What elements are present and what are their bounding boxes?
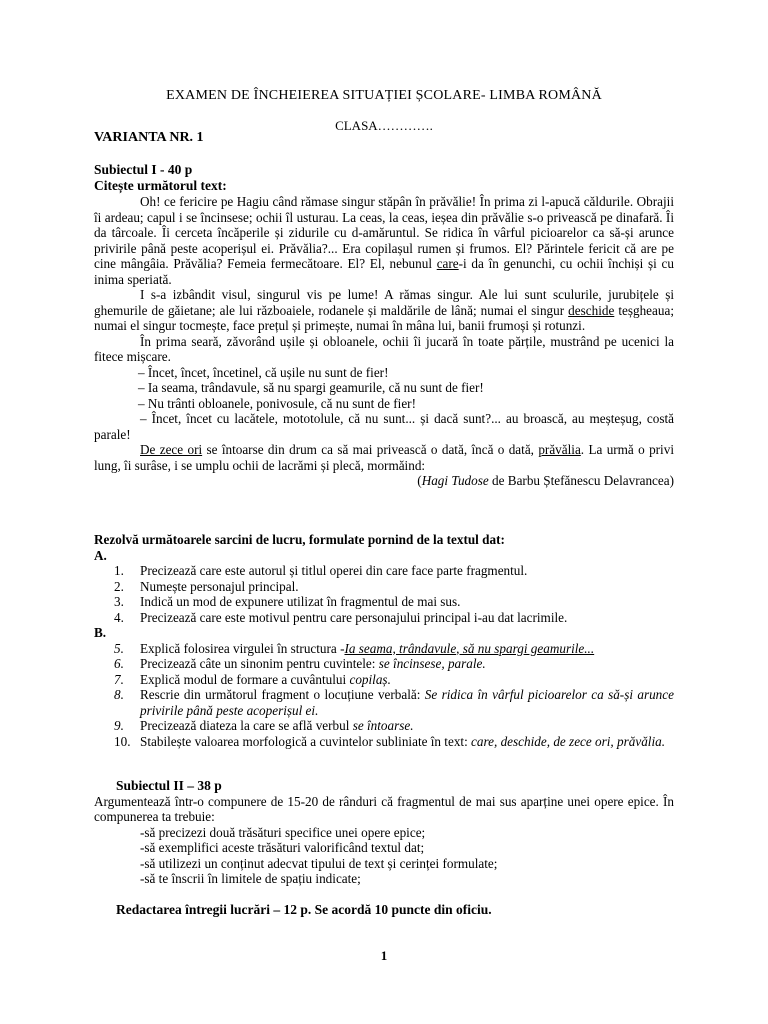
task-item xyxy=(94,610,674,626)
source-citation xyxy=(94,473,674,489)
requirement-item: -să exemplifici aceste trăsături valorificând textul dat; xyxy=(140,840,425,855)
task-number: 1. xyxy=(114,563,124,578)
task-text: Rescrie din următorul fragment o locuțiune verbală: xyxy=(140,687,425,702)
dialogue-line: – Nu trânti obloanele, ponivosule, că nu sunt de fier! xyxy=(138,395,416,411)
variant-heading: VARIANTA NR. 1 xyxy=(94,130,204,145)
task-text: Explică folosirea virgulei în structura - xyxy=(140,640,345,656)
underlined-word: care xyxy=(436,256,459,271)
dialogue-line: – Încet, încet, încetinel, că ușile nu sunt de fier! xyxy=(138,364,389,380)
subject-1-heading: Subiectul I - 40 p xyxy=(94,162,193,177)
task-text: Precizează câte un sinonim pentru cuvintele: xyxy=(140,656,379,671)
task-text: Precizează diateza la care se află verbul xyxy=(140,718,353,733)
task-text: Stabilește valoarea morfologică a cuvintelor subliniate în text: xyxy=(140,733,472,749)
task-number: 10. xyxy=(114,733,131,749)
task-number: 7. xyxy=(114,671,124,687)
page-number: 1 xyxy=(380,948,388,963)
read-instruction: Citește următorul text: xyxy=(94,178,227,193)
task-text: Indică un mod de expunere utilizat în fragmentul de mai sus. xyxy=(140,594,461,609)
task-text: Explică modul de formare a cuvântului xyxy=(140,671,350,687)
task-item xyxy=(94,718,674,734)
underlined-word: De zece ori xyxy=(140,442,203,457)
task-quote: Se ridica în vârful picioarelor ca să-și arunce privirile până peste acoperișul ei. xyxy=(140,687,674,718)
dialogue-line: – Ia seama, trândavule, să nu spargi geamurile, că nu sunt de fier! xyxy=(138,380,484,395)
task-quote: Ia seama, trândavule, să nu spargi geamurile... xyxy=(344,640,595,656)
document-title: EXAMEN DE ÎNCHEIEREA SITUAȚIEI ȘCOLARE- LIMBA ROMÂNĂ xyxy=(166,88,602,103)
task-quote: copilaș. xyxy=(349,671,391,687)
source-author: de Barbu Ștefănescu Delavrancea) xyxy=(488,473,674,488)
task-item xyxy=(94,656,674,672)
subject-2 xyxy=(94,778,674,887)
section-a-label: A. xyxy=(94,547,107,563)
excerpt-paragraph xyxy=(94,442,674,473)
underlined-word: prăvălia xyxy=(538,442,581,457)
task-text: Precizează care este autorul și titlul operei din care face parte fragmentul. xyxy=(140,563,528,578)
task-number: 9. xyxy=(114,718,124,733)
excerpt-span: se întoarse din drum ca să mai privească o dată, încă o dată, xyxy=(202,442,539,457)
task-number: 6. xyxy=(114,656,124,671)
task-quote: se întoarse. xyxy=(352,718,414,733)
task-item xyxy=(94,672,674,688)
excerpt-span: Oh! ce fericire pe Hagiu când rămase singur stăpân în prăvălie! În prima zi l-apucă căldurile. Obrajii îi ardeau; capul i se încinsese; ochii îl usturau. La ceas, la ceas, ieșea din prăvălie s-o privească pe dinafară. Îi da târcoale. Îi cerceta încăperile și zidurile cu d-amăruntul. Se ridica în vârful picioarelor ca să-și arunce privirile până peste acoperișul ei. Prăvălia?... Era copilașul rumen și frumos. El? Părintele fericit că are pe cine mângâia. Prăvălia? Femeia fermecătoare. El? El, nebunul xyxy=(94,194,674,271)
task-number: 3. xyxy=(114,594,124,609)
subject-2-intro: Argumentează într-o compunere de 15-20 de rânduri că fragmentul de mai sus aparține unei opere epice. În compunerea ta trebuie: xyxy=(94,793,674,824)
excerpt-text xyxy=(94,194,674,489)
excerpt-span: I s-a izbândit visul, singurul vis pe lume! A rămas singur. Ale lui sunt sculurile, jurubițele și ghemurile de găietane; ale lui războaiele, rodanele și maldările de lână; numai el singur xyxy=(94,287,674,318)
task-quote: se încinsese, parale. xyxy=(378,656,486,671)
task-item xyxy=(94,563,674,579)
task-number: 4. xyxy=(114,609,124,625)
underlined-word: deschide xyxy=(568,302,615,318)
source-title: Hagi Tudose xyxy=(421,473,489,488)
tasks-intro: Rezolvă următoarele sarcini de lucru, formulate pornind de la textul dat: xyxy=(94,532,505,547)
task-number: 8. xyxy=(114,687,124,702)
excerpt-span: teșgheaua; numai el singur tocmește, face prețul și primește, numai în mâna lui, banii frumoși și rotunzi. xyxy=(94,302,674,333)
task-item xyxy=(94,579,674,595)
task-text: Precizează care este motivul pentru care personajului principal i-au dat lacrimile. xyxy=(140,609,568,625)
task-list xyxy=(94,532,674,749)
requirement-item: -să precizezi două trăsături specifice unei opere epice; xyxy=(140,824,426,840)
excerpt-paragraph: În prima seară, zăvorând ușile și obloanele, ochii îi jucară în toate părțile, mustrând pe ucenici la fitece mișcare. xyxy=(94,333,674,364)
requirement-item: -să utilizezi un conținut adecvat tipului de text și cerinței formulate; xyxy=(140,855,498,871)
excerpt-paragraph xyxy=(94,194,674,287)
task-text: Numește personajul principal. xyxy=(140,578,299,594)
source-paren: ( xyxy=(417,473,422,488)
requirement-item: -să te înscrii în limitele de spațiu indicate; xyxy=(140,871,361,886)
dialogue-line: – Încet, încet cu lacătele, mototolule, că nu sunt... și dacă sunt?... au broască, au meșteșug, costă parale! xyxy=(94,411,674,442)
subject-2-heading: Subiectul II – 38 p xyxy=(116,778,222,793)
task-item xyxy=(94,594,674,610)
task-number: 5. xyxy=(114,640,124,656)
section-b-label: B. xyxy=(94,625,107,640)
task-item xyxy=(94,641,674,657)
task-quote: care, deschide, de zece ori, prăvălia. xyxy=(471,733,666,749)
scoring-note: Redactarea întregii lucrări – 12 p. Se acordă 10 puncte din oficiu. xyxy=(116,902,492,917)
excerpt-paragraph xyxy=(94,287,674,334)
excerpt-span: -i da în genunchi, cu ochii închiși și cu inima speriată. xyxy=(94,256,674,287)
class-line: CLASA…………. xyxy=(335,118,433,133)
task-item xyxy=(94,734,674,750)
excerpt-span: . La urmă o privi lung, îi surâse, i se umplu ochii de lacrămi și plecă, mormăind: xyxy=(94,442,674,473)
task-number: 2. xyxy=(114,578,124,594)
task-item xyxy=(94,687,674,718)
